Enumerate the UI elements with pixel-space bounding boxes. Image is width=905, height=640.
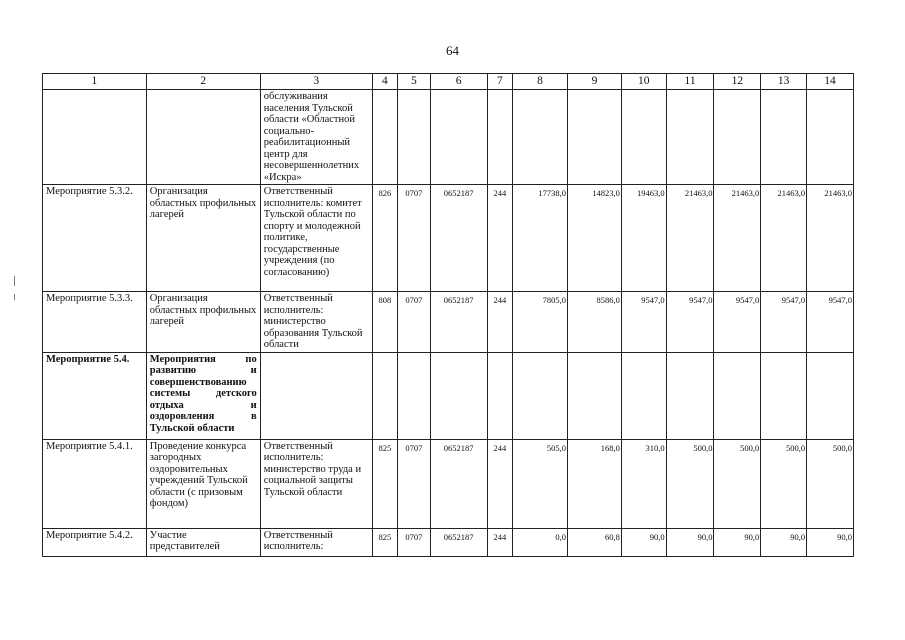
value-cell <box>513 352 568 439</box>
scan-artifact <box>14 276 15 286</box>
responsible-executor: Ответственный исполнитель: министерство труда и социальной защиты Тульской области <box>260 439 372 528</box>
event-code: Мероприятие 5.3.2. <box>43 185 147 292</box>
value-cell <box>567 90 621 185</box>
value-cell: 21463,0 <box>761 185 807 292</box>
event-title: Организация областных профильных лагерей <box>146 292 260 353</box>
value-cell: 0652187 <box>430 292 487 353</box>
event-title: Организация областных профильных лагерей <box>146 185 260 292</box>
value-cell: 0707 <box>398 185 431 292</box>
header-row <box>43 74 854 90</box>
value-cell: 826 <box>372 185 397 292</box>
value-cell: 0,0 <box>513 528 568 556</box>
value-cell: 90,0 <box>621 528 666 556</box>
event-code <box>43 90 147 185</box>
value-cell <box>761 90 807 185</box>
value-cell: 500,0 <box>666 439 714 528</box>
responsible-executor: Ответственный исполнитель: министерство образования Тульской области <box>260 292 372 353</box>
value-cell: 168,0 <box>567 439 621 528</box>
responsible-executor: обслуживания населения Тульской области «Областной социально-реабилитационный центр для несовершеннолетних «Искра» <box>260 90 372 185</box>
value-cell <box>714 352 761 439</box>
value-cell <box>398 90 431 185</box>
event-code: Мероприятие 5.4.2. <box>43 528 147 556</box>
value-cell: 808 <box>372 292 397 353</box>
value-cell: 17738,0 <box>513 185 568 292</box>
table-row <box>43 90 854 185</box>
table-row <box>43 528 854 556</box>
table-row <box>43 439 854 528</box>
value-cell: 9547,0 <box>621 292 666 353</box>
value-cell: 9547,0 <box>761 292 807 353</box>
page-number: 64 <box>446 43 459 58</box>
value-cell <box>487 90 512 185</box>
header-cell: 10 <box>621 74 666 90</box>
value-cell: 500,0 <box>807 439 854 528</box>
value-cell: 0707 <box>398 292 431 353</box>
event-title <box>146 90 260 185</box>
value-cell <box>398 352 431 439</box>
event-code: Мероприятие 5.4. <box>43 352 147 439</box>
event-code: Мероприятие 5.3.3. <box>43 292 147 353</box>
value-cell: 9547,0 <box>666 292 714 353</box>
scan-artifact <box>14 294 15 300</box>
budget-table <box>42 73 854 557</box>
value-cell: 7805,0 <box>513 292 568 353</box>
header-cell: 6 <box>430 74 487 90</box>
table-row <box>43 292 854 353</box>
value-cell: 244 <box>487 439 512 528</box>
value-cell: 505,0 <box>513 439 568 528</box>
table-row <box>43 352 854 439</box>
responsible-executor: Ответственный исполнитель: <box>260 528 372 556</box>
value-cell: 9547,0 <box>807 292 854 353</box>
responsible-executor: Ответственный исполнитель: комитет Тульской области по спорту и молодежной политике, государственные учреждения (по согласованию) <box>260 185 372 292</box>
value-cell <box>487 352 512 439</box>
value-cell: 0707 <box>398 439 431 528</box>
value-cell: 8586,0 <box>567 292 621 353</box>
value-cell <box>372 90 397 185</box>
header-cell: 14 <box>807 74 854 90</box>
value-cell: 0652187 <box>430 439 487 528</box>
event-code: Мероприятие 5.4.1. <box>43 439 147 528</box>
value-cell: 244 <box>487 185 512 292</box>
header-cell: 5 <box>398 74 431 90</box>
value-cell: 500,0 <box>714 439 761 528</box>
value-cell: 310,0 <box>621 439 666 528</box>
value-cell <box>621 352 666 439</box>
value-cell: 14823,0 <box>567 185 621 292</box>
value-cell: 90,0 <box>807 528 854 556</box>
value-cell: 21463,0 <box>714 185 761 292</box>
value-cell: 19463,0 <box>621 185 666 292</box>
table-row <box>43 185 854 292</box>
value-cell <box>761 352 807 439</box>
responsible-executor <box>260 352 372 439</box>
value-cell <box>513 90 568 185</box>
value-cell: 90,0 <box>714 528 761 556</box>
value-cell <box>430 352 487 439</box>
value-cell: 0707 <box>398 528 431 556</box>
header-cell: 8 <box>513 74 568 90</box>
value-cell: 60,8 <box>567 528 621 556</box>
value-cell <box>666 90 714 185</box>
event-title: Проведение конкурса загородных оздоровительных учреждений Тульской области (с призовым фондом) <box>146 439 260 528</box>
value-cell: 21463,0 <box>666 185 714 292</box>
value-cell <box>714 90 761 185</box>
value-cell: 244 <box>487 292 512 353</box>
value-cell: 0652187 <box>430 185 487 292</box>
header-cell: 3 <box>260 74 372 90</box>
header-cell: 12 <box>714 74 761 90</box>
value-cell <box>567 352 621 439</box>
header-cell: 1 <box>43 74 147 90</box>
value-cell <box>621 90 666 185</box>
header-cell: 7 <box>487 74 512 90</box>
value-cell <box>807 90 854 185</box>
event-title: Участие представителей <box>146 528 260 556</box>
value-cell <box>430 90 487 185</box>
value-cell: 90,0 <box>761 528 807 556</box>
value-cell: 9547,0 <box>714 292 761 353</box>
event-title: Мероприятия по развитию и совершенствованию системы детского отдыха и оздоровления в Тульской области <box>146 352 260 439</box>
value-cell: 21463,0 <box>807 185 854 292</box>
value-cell: 825 <box>372 528 397 556</box>
value-cell <box>372 352 397 439</box>
header-cell: 2 <box>146 74 260 90</box>
value-cell: 500,0 <box>761 439 807 528</box>
header-cell: 4 <box>372 74 397 90</box>
value-cell: 90,0 <box>666 528 714 556</box>
value-cell: 0652187 <box>430 528 487 556</box>
header-cell: 11 <box>666 74 714 90</box>
value-cell: 825 <box>372 439 397 528</box>
header-cell: 13 <box>761 74 807 90</box>
header-cell: 9 <box>567 74 621 90</box>
value-cell: 244 <box>487 528 512 556</box>
value-cell <box>807 352 854 439</box>
value-cell <box>666 352 714 439</box>
